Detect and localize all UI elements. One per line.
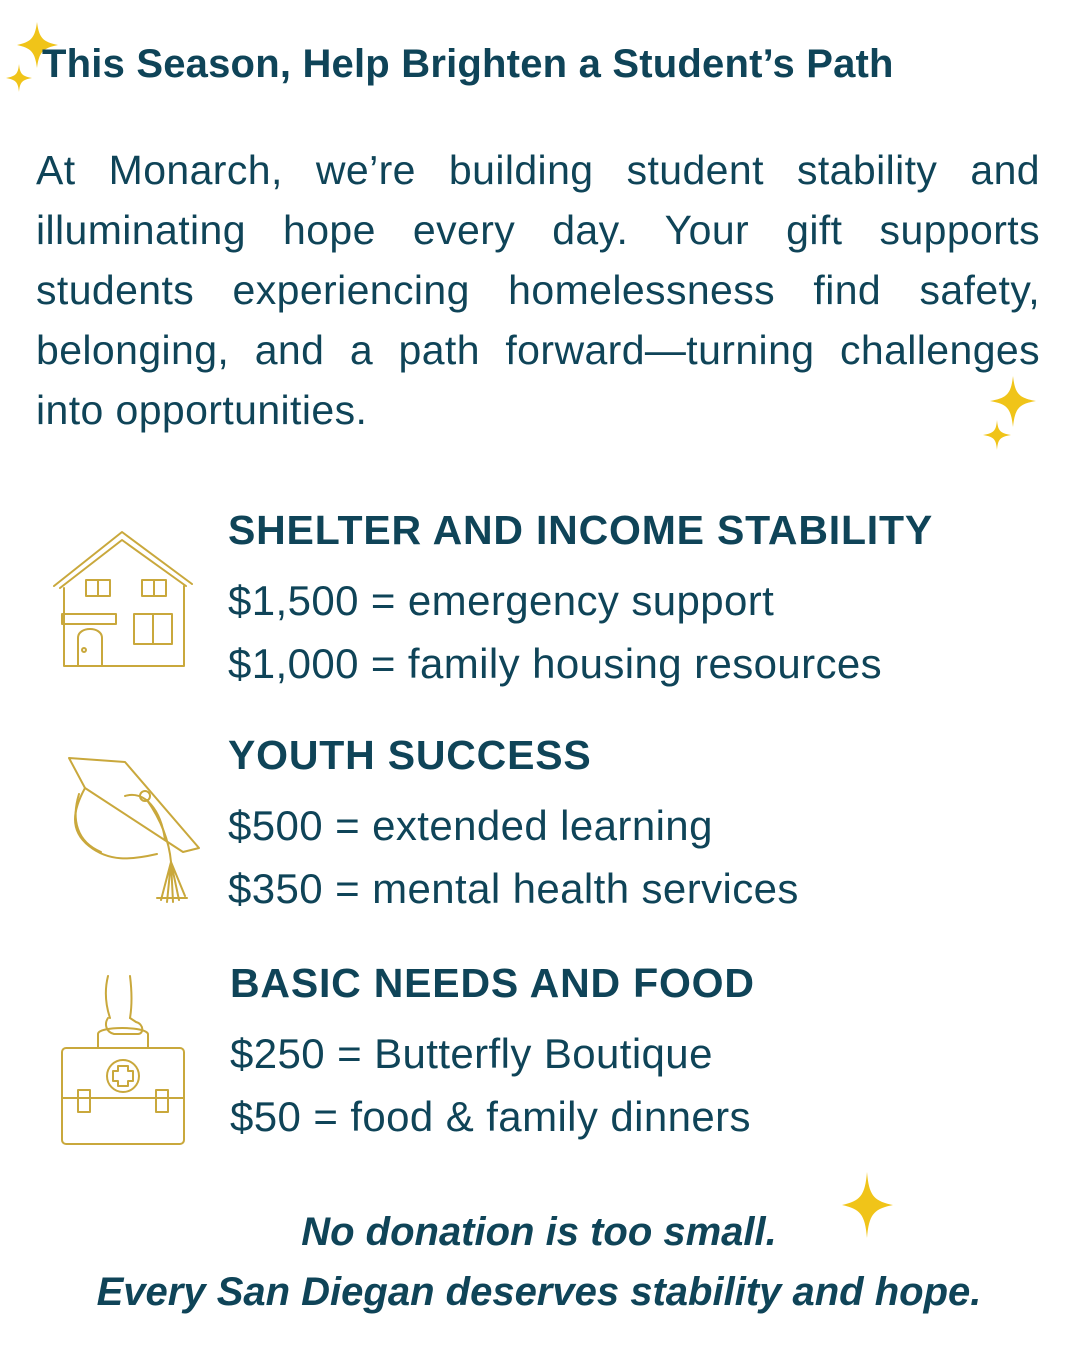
- page-title: This Season, Help Brighten a Student’s Path: [42, 42, 894, 86]
- donation-line: $500 = extended learning: [228, 802, 713, 849]
- section-shelter: [228, 505, 1048, 695]
- section-title: BASIC NEEDS AND FOOD: [230, 960, 755, 1006]
- sparkle-icon: [5, 63, 33, 93]
- donation-line: $50 = food & family dinners: [230, 1093, 751, 1140]
- donation-line: $1,500 = emergency support: [228, 577, 775, 624]
- donation-line: $250 = Butterfly Boutique: [230, 1030, 713, 1077]
- closing-line-1: No donation is too small.: [301, 1210, 777, 1254]
- donation-line: $1,000 = family housing resources: [228, 640, 883, 687]
- section-title: SHELTER AND INCOME STABILITY: [228, 507, 933, 553]
- first-aid-kit-icon: [58, 972, 190, 1148]
- donation-line: $350 = mental health services: [228, 865, 799, 912]
- house-icon: [50, 528, 195, 670]
- intro-paragraph: At Monarch, we’re building student stability and illuminating hope every day. Your gift supports students experiencing homelessness find safety, belonging, and a path forward—turning challenges into opportunities.: [36, 147, 1040, 433]
- section-youth: [228, 730, 1048, 920]
- graduation-cap-icon: [65, 750, 203, 910]
- closing-line-2: Every San Diegan deserves stability and hope.: [96, 1270, 982, 1314]
- section-basic-needs: [230, 958, 1050, 1148]
- section-title: YOUTH SUCCESS: [228, 732, 592, 778]
